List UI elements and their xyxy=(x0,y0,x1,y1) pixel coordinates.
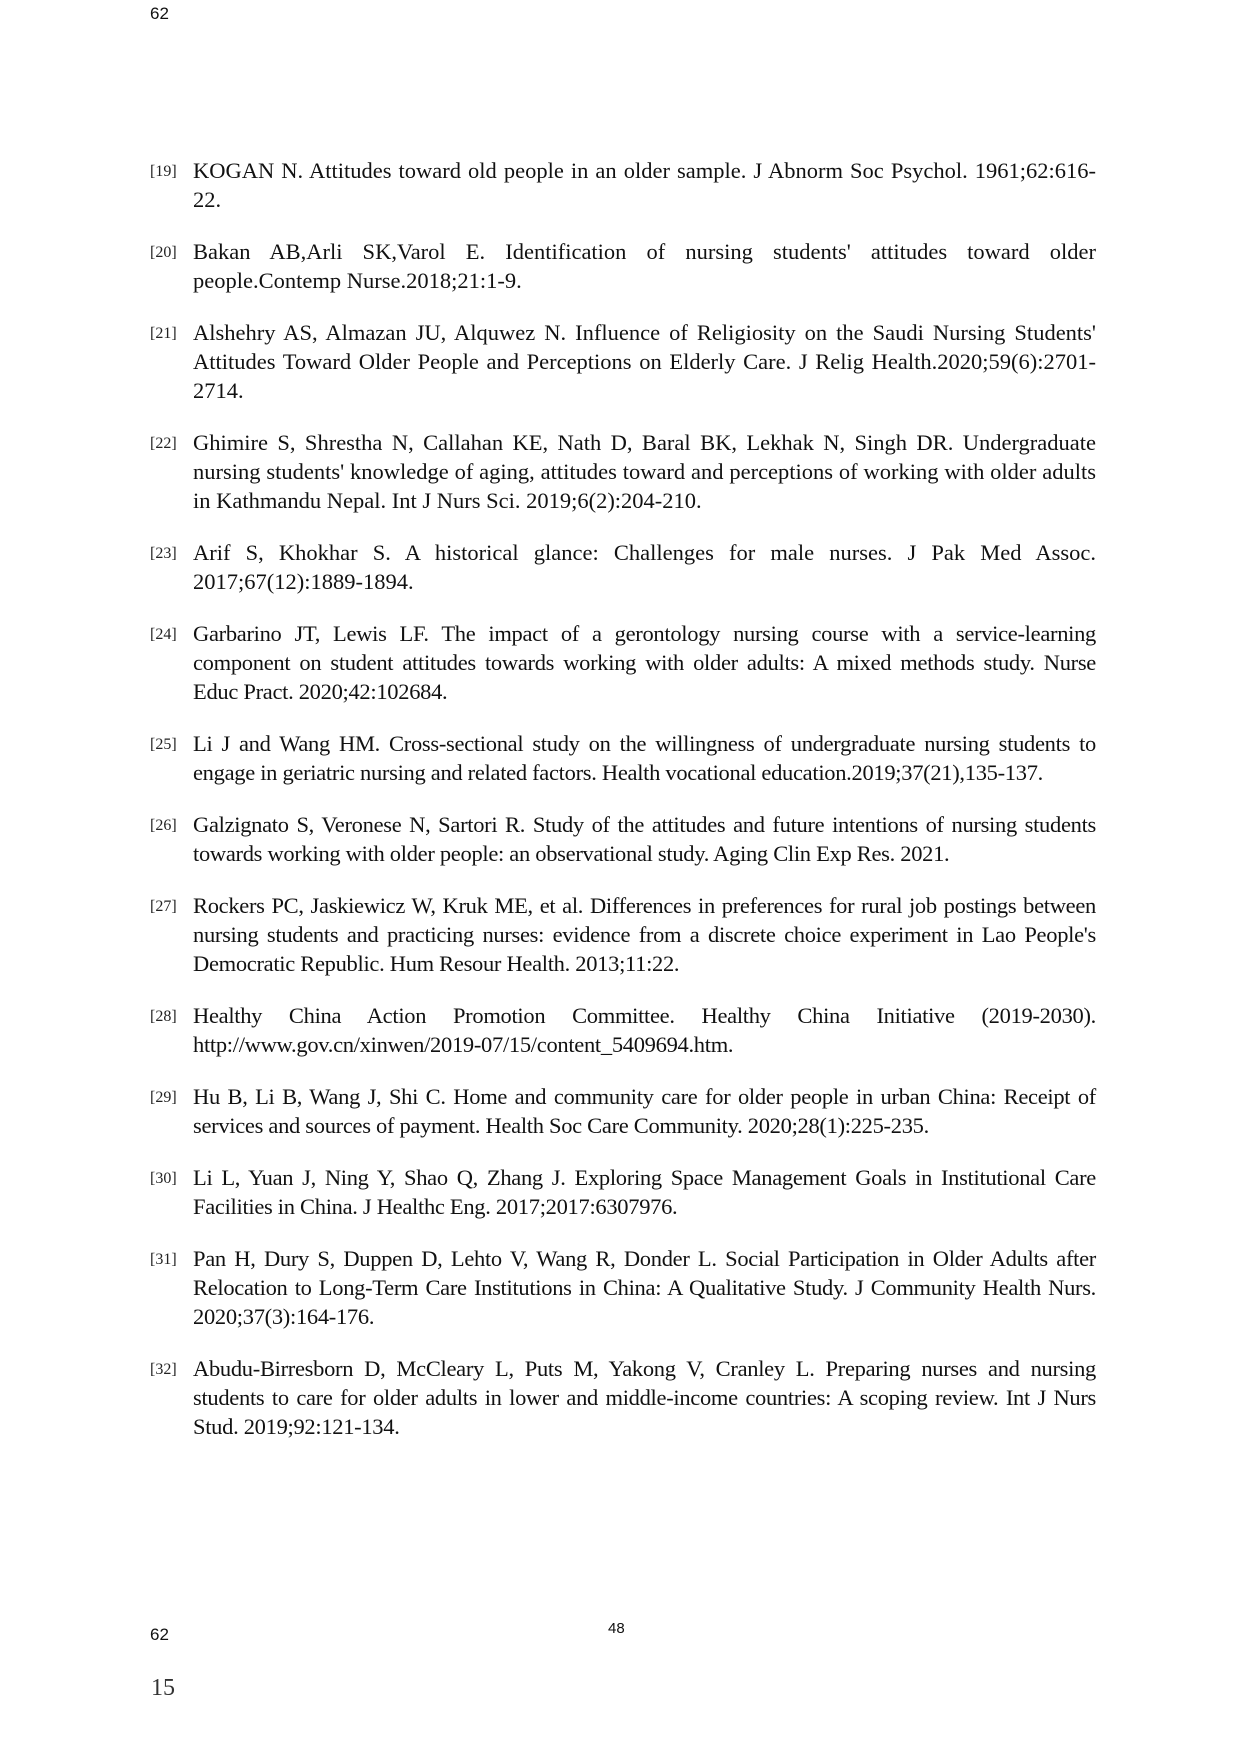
reference-number: [29] xyxy=(150,1089,177,1106)
reference-item xyxy=(150,810,1096,868)
reference-number: [27] xyxy=(150,898,177,915)
reference-text: Garbarino JT, Lewis LF. The impact of a gerontology nursing course with a service-learning component on student attitudes towards working with older adults: A mixed methods study. Nurse Educ Pract. 2020;42:102684. xyxy=(193,621,1096,704)
reference-number: [23] xyxy=(150,545,177,562)
reference-text: Galzignato S, Veronese N, Sartori R. Study of the attitudes and future intentions of nursing students towards working with older people: an observational study. Aging Clin Exp Res. 2021. xyxy=(193,812,1096,866)
reference-list xyxy=(150,156,1096,1464)
reference-item xyxy=(150,156,1096,214)
reference-item xyxy=(150,891,1096,978)
reference-number: [20] xyxy=(150,244,177,261)
footer-bottom-page-number: 15 xyxy=(151,1675,175,1701)
reference-text: Li L, Yuan J, Ning Y, Shao Q, Zhang J. Exploring Space Management Goals in Institutional Care Facilities in China. J Healthc Eng. 2017;2017:6307976. xyxy=(193,1165,1096,1219)
reference-text: Alshehry AS, Almazan JU, Alquwez N. Influence of Religiosity on the Saudi Nursing Students' Attitudes Toward Older People and Perceptions on Elderly Care. J Relig Health.2020;59(6):2701-2714. xyxy=(193,320,1096,403)
reference-number: [26] xyxy=(150,817,177,834)
reference-text: KOGAN N. Attitudes toward old people in an older sample. J Abnorm Soc Psychol. 1961;62:616-22. xyxy=(193,158,1096,212)
reference-text: Li J and Wang HM. Cross-sectional study on the willingness of undergraduate nursing students to engage in geriatric nursing and related factors. Health vocational education.2019;37(21),135-137. xyxy=(193,731,1096,785)
reference-number: [24] xyxy=(150,626,177,643)
reference-number: [19] xyxy=(150,163,177,180)
reference-text: Pan H, Dury S, Duppen D, Lehto V, Wang R, Donder L. Social Participation in Older Adults after Relocation to Long-Term Care Institutions in China: A Qualitative Study. J Community Health Nurs. 2020;37(3):164-176. xyxy=(193,1246,1096,1329)
reference-number: [21] xyxy=(150,325,177,342)
reference-item xyxy=(150,538,1096,596)
reference-number: [30] xyxy=(150,1170,177,1187)
reference-text: Ghimire S, Shrestha N, Callahan KE, Nath D, Baral BK, Lekhak N, Singh DR. Undergraduate nursing students' knowledge of aging, attitudes toward and perceptions of working with older adults in Kathmandu Nepal. Int J Nurs Sci. 2019;6(2):204-210. xyxy=(193,430,1096,513)
reference-item xyxy=(150,318,1096,405)
reference-number: [22] xyxy=(150,435,177,452)
reference-item xyxy=(150,1163,1096,1221)
reference-item xyxy=(150,428,1096,515)
header-page-number: 62 xyxy=(150,4,169,23)
reference-text: Rockers PC, Jaskiewicz W, Kruk ME, et al. Differences in preferences for rural job postings between nursing students and practicing nurses: evidence from a discrete choice experiment in Lao People's Democratic Republic. Hum Resour Health. 2013;11:22. xyxy=(193,893,1096,976)
reference-item xyxy=(150,619,1096,706)
reference-text: Bakan AB,Arli SK,Varol E. Identification of nursing students' attitudes toward older people.Contemp Nurse.2018;21:1-9. xyxy=(193,239,1096,293)
reference-item xyxy=(150,1001,1096,1059)
footer-center-page-number: 48 xyxy=(608,1620,625,1637)
reference-item xyxy=(150,1082,1096,1140)
reference-item xyxy=(150,1354,1096,1441)
reference-number: [32] xyxy=(150,1361,177,1378)
reference-text: Hu B, Li B, Wang J, Shi C. Home and community care for older people in urban China: Receipt of services and sources of payment. Health Soc Care Community. 2020;28(1):225-235. xyxy=(193,1084,1096,1138)
reference-text: Abudu-Birresborn D, McCleary L, Puts M, Yakong V, Cranley L. Preparing nurses and nursing students to care for older adults in lower and middle-income countries: A scoping review. Int J Nurs Stud. 2019;92:121-134. xyxy=(193,1356,1096,1439)
reference-number: [31] xyxy=(150,1251,177,1268)
reference-number: [28] xyxy=(150,1008,177,1025)
footer-left-page-number: 62 xyxy=(150,1625,169,1644)
reference-item xyxy=(150,237,1096,295)
reference-number: [25] xyxy=(150,736,177,753)
reference-text: Healthy China Action Promotion Committee. Healthy China Initiative (2019-2030). http://www.gov.cn/xinwen/2019-07/15/content_5409694.htm. xyxy=(193,1003,1096,1057)
reference-item xyxy=(150,1244,1096,1331)
reference-text: Arif S, Khokhar S. A historical glance: Challenges for male nurses. J Pak Med Assoc. 2017;67(12):1889-1894. xyxy=(193,540,1096,594)
reference-item xyxy=(150,729,1096,787)
